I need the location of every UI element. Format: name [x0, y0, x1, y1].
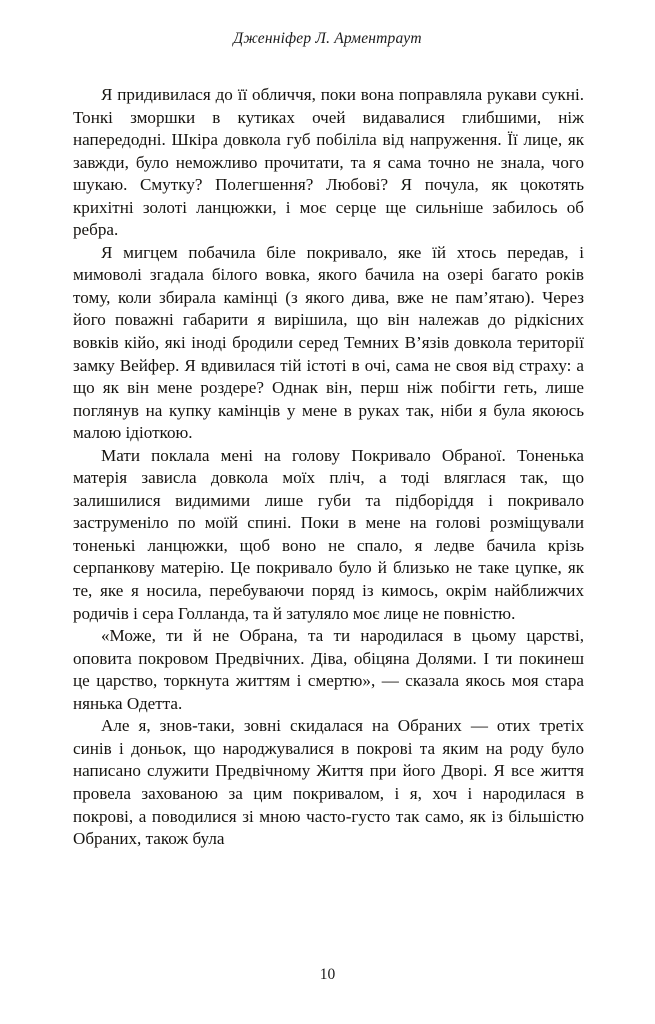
paragraph: Я придивилася до її обличчя, поки вона поправляла рукави сукні. Тонкі зморшки в кутиках очей видавалися глибшими, ніж напередодні. Шкіра довкола губ побіліла від напруження. Її лице, як завжди, було неможливо прочитати, та я сама точно не знала, чого шукаю. Смутку? Полегшення? Любові? Я почула, як цокотять крихітні золоті ланцюжки, і моє серце ще сильніше забилось об ребра. [73, 85, 584, 240]
paragraph: «Може, ти й не Обрана, та ти народилася в цьому царстві, оповита покровом Предвічних. Діва, обіцяна Долями. І ти покинеш це царство, торкнута життям і смертю», — сказала якось моя стара нянька Одетта. [73, 626, 584, 713]
paragraph: Але я, знов-таки, зовні скидалася на Обраних — отих третіх синів і доньок, що народжувалися в покрові та яким на роду було написано служити Предвічному Життя при його Дворі. Я все життя провела захованою за цим покривалом, і я, хоч і народилася в покрові, а поводилися зі мною часто-густо так само, як із більшістю Обраних, також була [73, 716, 584, 849]
paragraph: Мати поклала мені на голову Покривало Обраної. Тоненька матерія зависла довкола моїх пліч, а тоді вляглася так, що залишилися видимими лише губи та підборіддя і покривало заструменіло по моїй спині. Поки в мене на голові розміщували тоненькі ланцюжки, щоб воно не спало, я ледве бачила крізь серпанкову матерію. Це покривало було й близько не таке цупке, як те, яке я носила, перебуваючи поряд із кимось, окрім найближчих родичів і сера Голланда, та й затуляло моє лице не повністю. [73, 445, 584, 623]
running-header: Дженніфер Л. Арментраут [233, 30, 422, 47]
body-text-block [73, 84, 584, 851]
page-number: 10 [319, 966, 336, 983]
paragraph: Я мигцем побачила біле покривало, яке їй хтось передав, і мимоволі згадала білого вовка, якого бачила на озері багато років тому, коли збирала камінці (з якого дива, вже не пам’ятаю). Через його поважні габарити я вирішила, що він належав до рідкісних вовків кійо, які іноді бродили серед Темних В’язів довкола території замку Вейфер. Я вдивилася тій істоті в очі, сама не своя від страху: а що як він мене роздере? Однак він, перш ніж побігти геть, лише поглянув на купку камінців у мене в руках так, ніби я була якоюсь малою ідіоткою. [73, 242, 584, 443]
